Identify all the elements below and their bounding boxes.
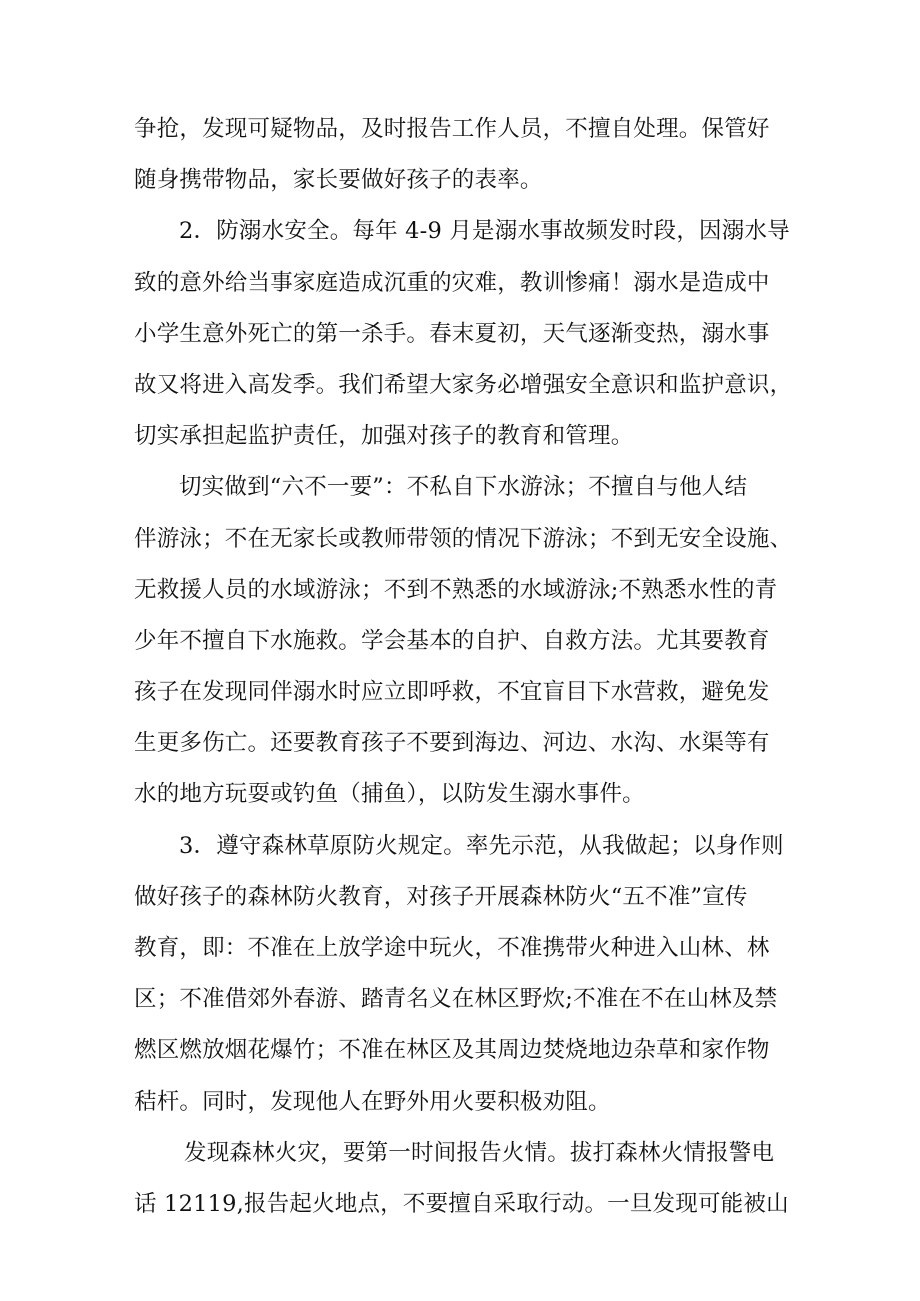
text-line-paragraph-start: 2．防溺水安全。每年 4-9 月是溺水事故频发时段，因溺水导 <box>179 218 790 245</box>
text-line-paragraph-start: 切实做到“六不一要”：不私自下水游泳；不擅自与他人结 <box>179 474 748 501</box>
text-line-paragraph-start: 发现森林火灾，要第一时间报告火情。拔打森林火情报警电 <box>184 1139 775 1166</box>
text-line: 燃区燃放烟花爆竹；不准在林区及其周边焚烧地边杂草和家作物 <box>134 1037 770 1064</box>
text-line: 争抢，发现可疑物品，及时报告工作人员，不擅自处理。保管好 <box>134 116 770 142</box>
text-line: 做好孩子的森林防火教育，对孩子开展森林防火“五不准”宣传 <box>134 883 748 910</box>
text-line: 少年不擅自下水施救。学会基本的自护、自救方法。尤其要教育 <box>134 627 770 654</box>
text-line: 生更多伤亡。还要教育孩子不要到海边、河边、水沟、水渠等有 <box>134 730 770 757</box>
text-line: 致的意外给当事家庭造成沉重的灾难，教训惨痛！溺水是造成中 <box>134 269 770 296</box>
document-body <box>134 104 796 1230</box>
text-line: 无救援人员的水域游泳；不到不熟悉的水域游泳;不熟悉水性的青 <box>134 576 778 603</box>
text-line: 切实承担起监护责任，加强对孩子的教育和管理。 <box>134 423 634 450</box>
text-line: 区；不准借郊外春游、踏青名义在林区野炊;不准在不在山林及禁 <box>134 986 778 1013</box>
text-line: 水的地方玩耍或钓鱼（捕鱼），以防发生溺水事件。 <box>134 781 645 808</box>
text-line: 伴游泳；不在无家长或教师带领的情况下游泳；不到无安全设施、 <box>134 525 793 552</box>
text-line: 话 12119,报告起火地点，不要擅自采取行动。一旦发现可能被山 <box>134 1190 789 1217</box>
text-line: 教育，即：不准在上放学途中玩火，不准携带火种进入山林、林 <box>134 935 770 961</box>
text-line: 故又将进入高发季。我们希望大家务必增强安全意识和监护意识， <box>134 371 793 398</box>
text-line-paragraph-start: 3．遵守森林草原防火规定。率先示范，从我做起；以身作则 <box>179 832 784 859</box>
text-line: 秸杆。同时，发现他人在野外用火要积极劝阻。 <box>134 1088 611 1115</box>
text-line: 孩子在发现同伴溺水时应立即呼救，不宜盲目下水营救，避免发 <box>134 679 770 706</box>
text-line: 随身携带物品，家长要做好孩子的表率。 <box>134 167 543 194</box>
text-line: 小学生意外死亡的第一杀手。春末夏初，天气逐渐变热，溺水事 <box>134 320 770 347</box>
